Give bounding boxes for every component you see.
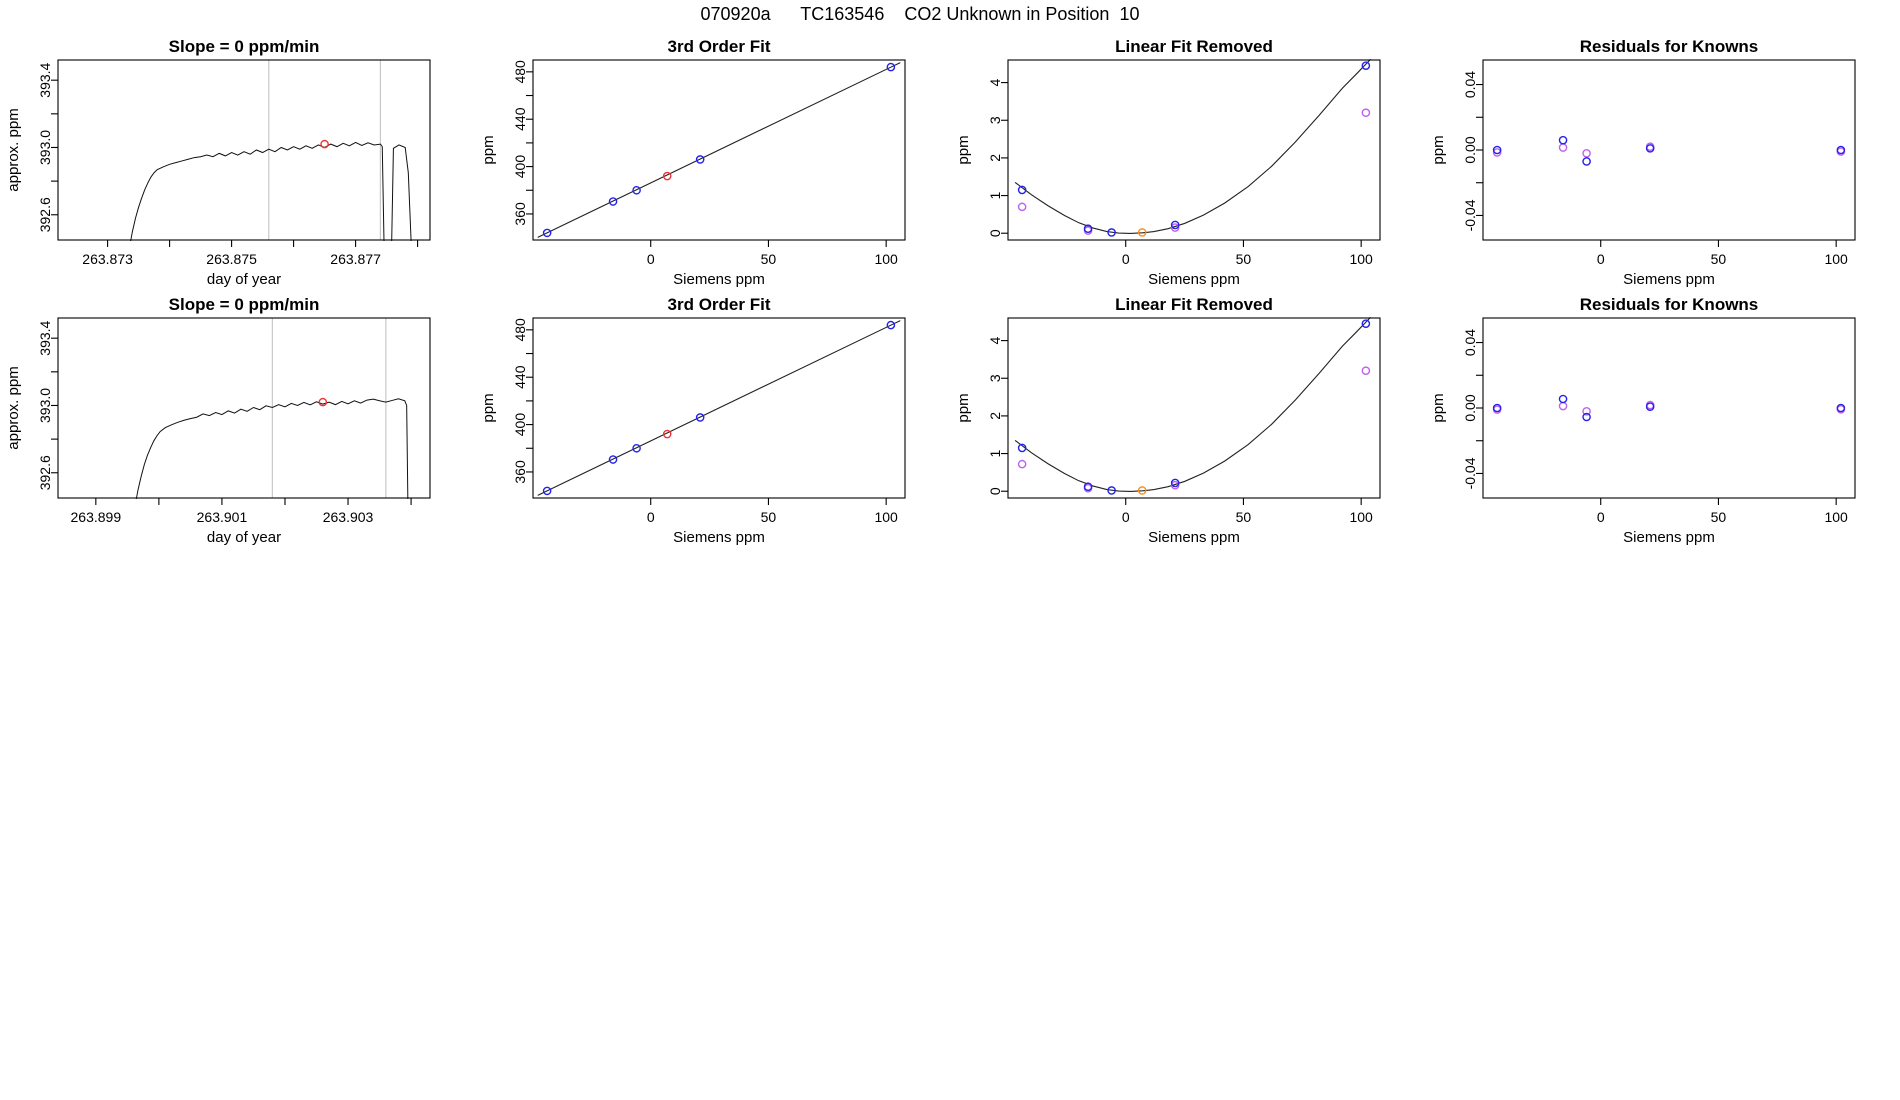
- x-axis: [1122, 240, 1373, 267]
- data-point-knowns-alt: [1362, 367, 1369, 374]
- x-tick-label: 100: [1824, 251, 1848, 267]
- series-knowns: [1494, 137, 1845, 165]
- data-point-knowns: [1362, 320, 1369, 327]
- x-tick-label: 50: [1235, 251, 1252, 267]
- x-axis: [647, 498, 898, 525]
- y-axis: [512, 60, 533, 226]
- plot-box: [1483, 318, 1855, 498]
- y-tick-label: -0.04: [1461, 199, 1478, 232]
- series-knowns: [1019, 320, 1370, 494]
- data-point-knowns-alt: [1362, 109, 1369, 116]
- data-point-knowns: [1583, 158, 1590, 165]
- plot-area: [1494, 395, 1845, 420]
- data-point-knowns-alt: [1019, 203, 1026, 210]
- x-tick-label: 0: [1596, 509, 1605, 525]
- y-tick-label: 0.04: [1461, 70, 1478, 99]
- y-tick-label: 440: [511, 365, 528, 389]
- chart-linear-fit-removed-run1: [950, 28, 1425, 290]
- y-tick-label: 393.4: [36, 62, 53, 98]
- panel-title: 3rd Order Fit: [667, 295, 771, 314]
- x-tick-label: 50: [760, 509, 777, 525]
- y-tick-label: 0.04: [1461, 328, 1478, 357]
- y-tick-label: 1: [986, 449, 1003, 458]
- x-tick-label: 263.873: [82, 251, 133, 267]
- plot-area: [1015, 59, 1371, 236]
- y-tick-label: 3: [986, 116, 1003, 125]
- x-axis: [1597, 498, 1848, 525]
- y-tick-label: 400: [511, 154, 528, 179]
- data-point-knowns-alt: [1559, 144, 1566, 151]
- x-tick-label: 263.901: [196, 509, 248, 525]
- plot-area: [1494, 137, 1845, 165]
- y-tick-label: 440: [511, 107, 528, 131]
- x-axis-label: Siemens ppm: [673, 271, 765, 288]
- fit-curve: [1015, 59, 1371, 233]
- y-tick-label: 392.6: [36, 455, 53, 491]
- y-tick-label: 0: [986, 487, 1003, 496]
- fit-curve: [1015, 317, 1371, 491]
- y-tick-label: 1: [986, 191, 1003, 200]
- series-knowns-alt: [1019, 109, 1370, 234]
- x-tick-label: 50: [1235, 509, 1252, 525]
- x-axis: [71, 498, 412, 525]
- x-axis: [647, 240, 898, 267]
- y-axis-label: ppm: [1430, 393, 1447, 423]
- x-axis-label: Siemens ppm: [1623, 529, 1715, 546]
- plot-box: [58, 60, 430, 240]
- y-tick-label: 3: [986, 374, 1003, 383]
- main-title: 070920a TC163546 CO2 Unknown in Position 10: [700, 4, 1140, 24]
- y-axis: [987, 336, 1008, 495]
- y-tick-label: 393.0: [36, 387, 53, 424]
- y-axis-label: ppm: [955, 135, 972, 165]
- x-tick-label: 50: [1710, 509, 1727, 525]
- y-tick-label: 393.0: [36, 129, 53, 166]
- x-tick-label: 263.875: [206, 251, 257, 267]
- panel-title: Residuals for Knowns: [1579, 295, 1759, 314]
- sample-trace: [135, 399, 408, 507]
- y-tick-label: 2: [986, 412, 1003, 420]
- y-tick-label: 0.00: [1461, 136, 1478, 164]
- y-axis-label: ppm: [955, 393, 972, 423]
- x-axis-label: Siemens ppm: [1148, 271, 1240, 288]
- chart-slope-run2: [0, 286, 475, 548]
- y-axis: [987, 78, 1008, 237]
- y-axis: [37, 62, 58, 232]
- plot-box: [1483, 60, 1855, 240]
- x-tick-label: 100: [1349, 509, 1373, 525]
- y-tick-label: 400: [511, 412, 528, 437]
- y-axis-label: ppm: [480, 393, 497, 423]
- panel-title: Linear Fit Removed: [1115, 37, 1273, 56]
- y-axis: [1462, 329, 1483, 490]
- y-tick-label: 0.00: [1461, 394, 1478, 422]
- series-knowns: [1494, 395, 1845, 420]
- panel-title: 3rd Order Fit: [667, 37, 771, 56]
- panel-title: Linear Fit Removed: [1115, 295, 1273, 314]
- data-point-knowns: [1362, 62, 1369, 69]
- y-tick-label: 392.6: [36, 197, 53, 233]
- y-axis-label: ppm: [1430, 135, 1447, 165]
- series-knowns-alt: [1494, 401, 1845, 414]
- y-tick-label: 2: [986, 154, 1003, 162]
- chart-linear-fit-removed-run2: [950, 286, 1425, 548]
- x-tick-label: 0: [1121, 251, 1130, 267]
- x-tick-label: 50: [1710, 251, 1727, 267]
- plot-area: [135, 318, 408, 506]
- y-axis: [512, 318, 533, 484]
- data-point-knowns: [1559, 137, 1566, 144]
- panel-title: Slope = 0 ppm/min: [168, 295, 320, 314]
- fit-line: [538, 63, 901, 238]
- plot-area: [129, 60, 411, 248]
- y-tick-label: 480: [511, 60, 528, 84]
- y-tick-label: -0.04: [1461, 457, 1478, 490]
- y-axis: [1462, 71, 1483, 232]
- x-axis: [1597, 240, 1848, 267]
- x-axis-label: day of year: [206, 271, 282, 288]
- y-axis-label: approx. ppm: [5, 108, 22, 192]
- x-tick-label: 263.877: [330, 251, 381, 267]
- plot-box: [58, 318, 430, 498]
- x-axis-label: Siemens ppm: [1148, 529, 1240, 546]
- plot-box: [1008, 318, 1380, 498]
- x-tick-label: 100: [1824, 509, 1848, 525]
- plot-box: [1008, 60, 1380, 240]
- chart-3rd-order-fit-run1: [475, 28, 950, 290]
- y-axis-label: ppm: [480, 135, 497, 165]
- data-point-knowns-alt: [1583, 150, 1590, 157]
- x-axis-label: Siemens ppm: [1623, 271, 1715, 288]
- sample-trace: [129, 142, 411, 248]
- y-tick-label: 0: [986, 229, 1003, 238]
- y-tick-label: 4: [986, 336, 1003, 345]
- x-tick-label: 50: [760, 251, 777, 267]
- data-point-knowns: [1559, 395, 1566, 402]
- x-tick-label: 263.903: [322, 509, 374, 525]
- x-tick-label: 0: [646, 251, 655, 267]
- marker-unknown: [321, 141, 328, 148]
- x-axis: [1122, 498, 1373, 525]
- x-tick-label: 100: [874, 251, 898, 267]
- y-axis-label: approx. ppm: [5, 366, 22, 450]
- x-tick-label: 263.899: [70, 509, 122, 525]
- x-tick-label: 0: [1121, 509, 1130, 525]
- plot-area: [538, 63, 901, 238]
- x-tick-label: 0: [646, 509, 655, 525]
- y-tick-label: 393.4: [36, 320, 53, 356]
- series-knowns-alt: [1494, 143, 1845, 157]
- x-axis-label: day of year: [206, 529, 282, 546]
- y-tick-label: 480: [511, 318, 528, 342]
- chart-residuals-run2: [1425, 286, 1900, 548]
- chart-3rd-order-fit-run2: [475, 286, 950, 548]
- x-axis: [82, 240, 417, 267]
- data-point-knowns-alt: [1559, 402, 1566, 409]
- panel-title: Slope = 0 ppm/min: [168, 37, 320, 56]
- data-point-knowns-alt: [1019, 461, 1026, 468]
- y-tick-label: 360: [511, 460, 528, 484]
- panel-title: Residuals for Knowns: [1579, 37, 1759, 56]
- y-axis: [37, 320, 58, 490]
- x-axis-label: Siemens ppm: [673, 529, 765, 546]
- chart-slope-run1: [0, 28, 475, 290]
- plot-area: [1015, 317, 1371, 494]
- series-knowns-alt: [1019, 367, 1370, 492]
- chart-residuals-run1: [1425, 28, 1900, 290]
- x-tick-label: 0: [1596, 251, 1605, 267]
- y-tick-label: 360: [511, 202, 528, 226]
- fit-line: [538, 321, 901, 496]
- plot-area: [538, 321, 901, 496]
- series-knowns: [1019, 62, 1370, 236]
- x-tick-label: 100: [874, 509, 898, 525]
- y-tick-label: 4: [986, 78, 1003, 87]
- x-tick-label: 100: [1349, 251, 1373, 267]
